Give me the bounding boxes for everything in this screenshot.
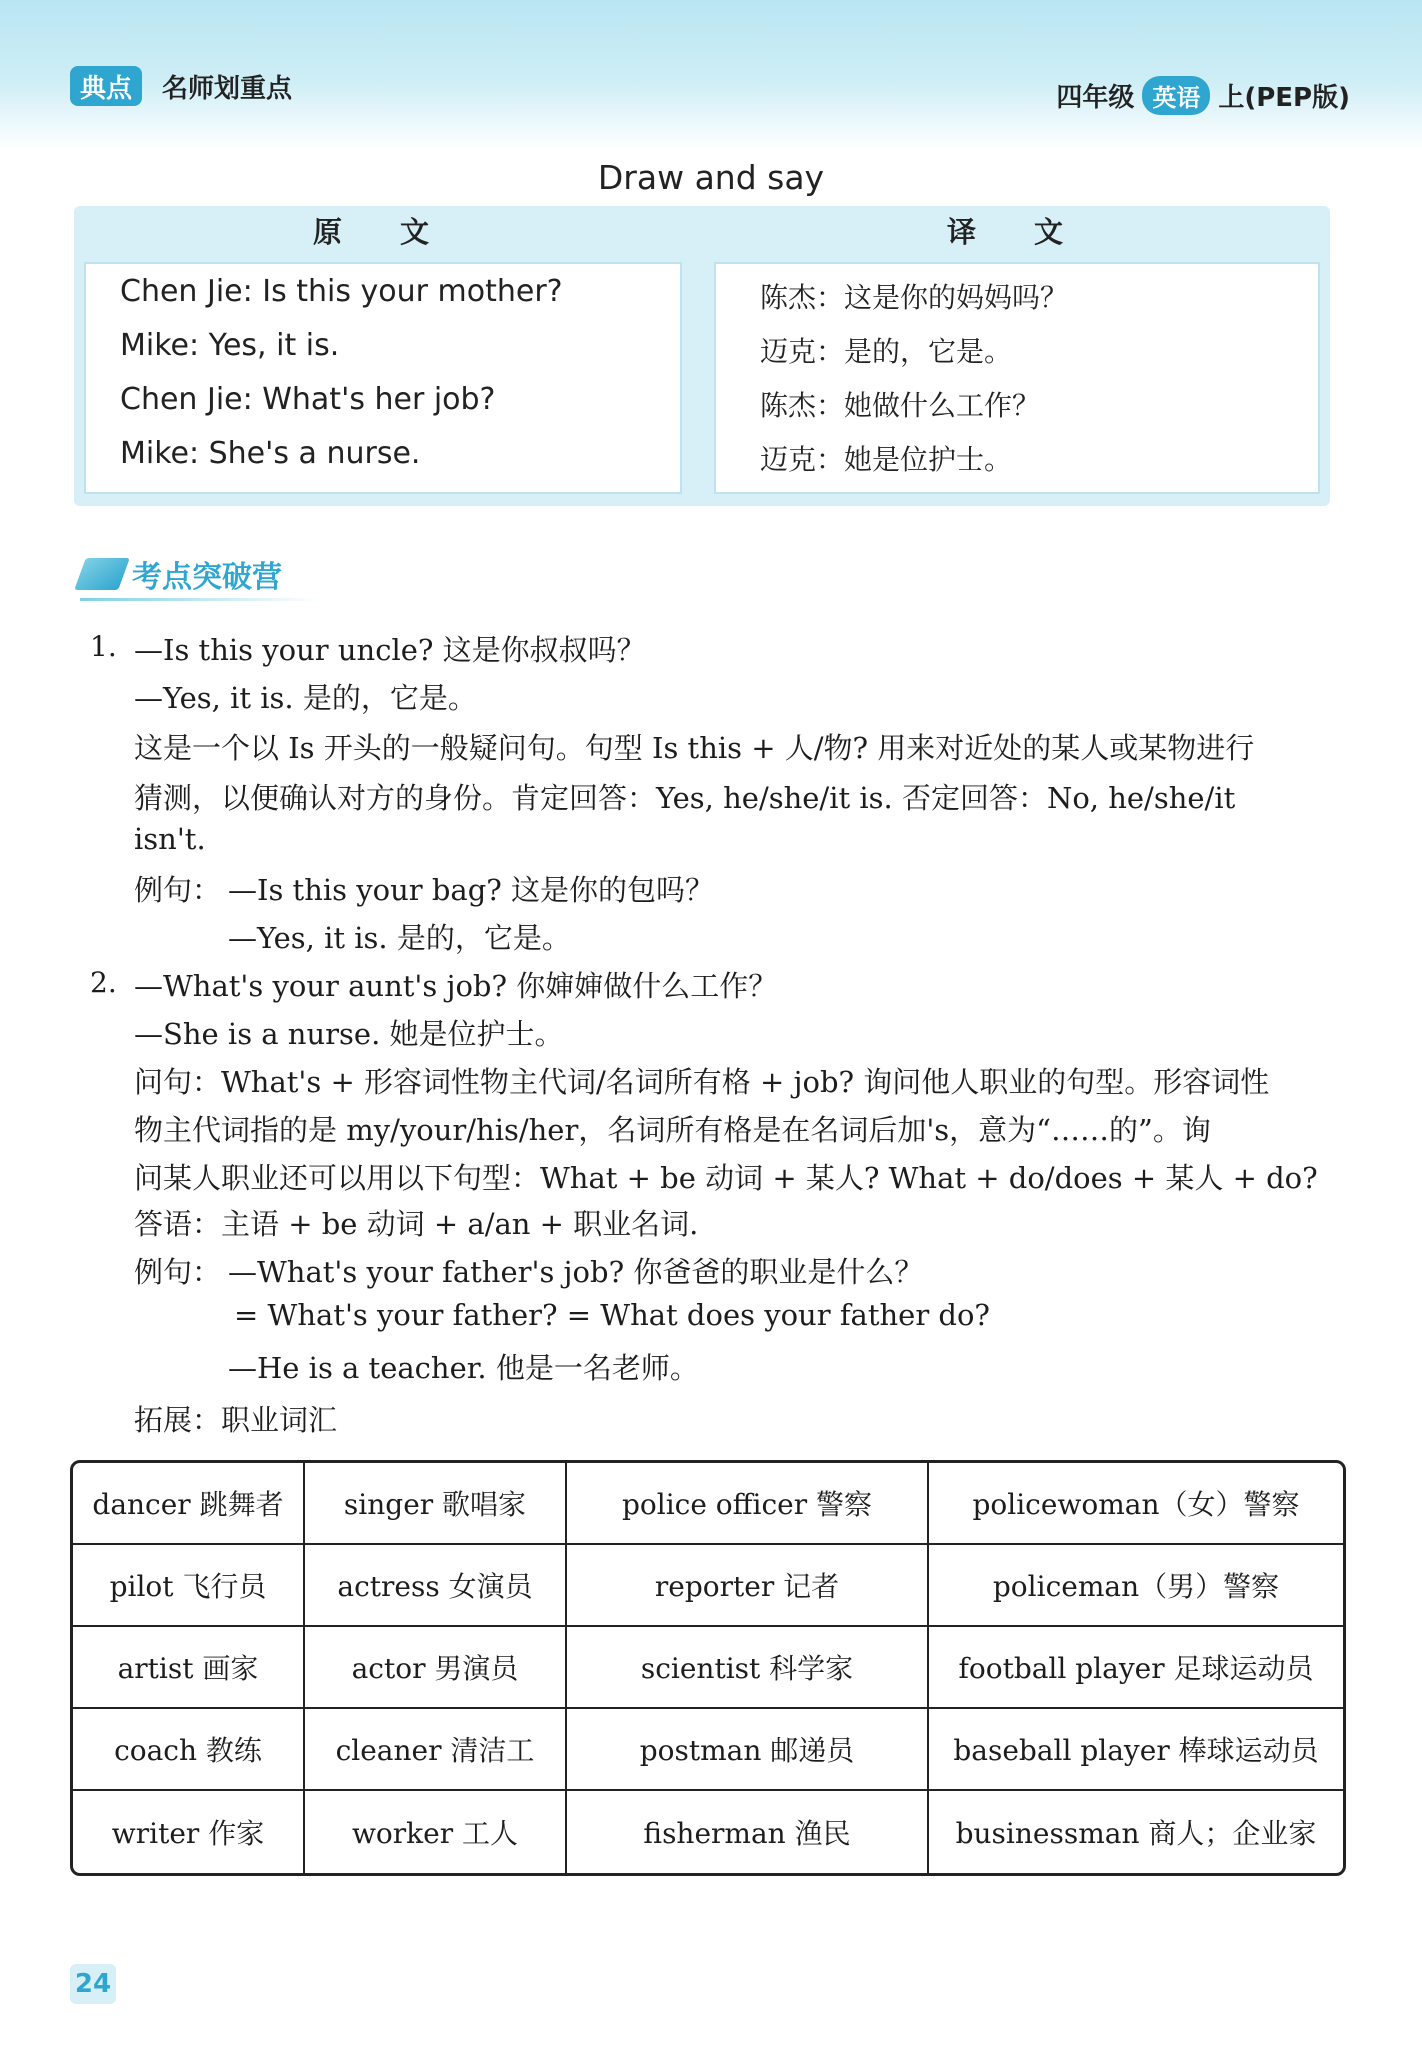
vocab-cell: actress 女演员 <box>305 1545 567 1627</box>
translation-body <box>714 262 1320 494</box>
example-label: 例句： <box>134 1255 222 1289</box>
item2-answer: —She is a nurse. 她是位护士。 <box>134 1017 564 1051</box>
vocab-cell: singer 歌唱家 <box>305 1463 567 1545</box>
dialogue-line: Chen Jie: What's her job? <box>120 382 496 417</box>
item2-explanation: 问句：What's + 形容词性物主代词/名词所有格 + job? 询问他人职业的句型。形容词性 <box>134 1065 1270 1099</box>
grade-info <box>1056 76 1350 115</box>
publisher-logo: 典点 <box>70 66 142 106</box>
exam-points-heading <box>80 552 282 596</box>
item2-explanation: 问某人职业还可以用以下句型：What + be 动词 + 某人? What + do/does + 某人 + do? <box>134 1161 1318 1195</box>
extension-label: 拓展：职业词汇 <box>134 1403 338 1437</box>
vocab-cell: actor 男演员 <box>305 1627 567 1709</box>
example-question: —Is this your bag? 这是你的包吗？ <box>228 873 715 907</box>
dialogue-table <box>74 206 1330 506</box>
item2-answer-pattern: 答语：主语 + be 动词 + a/an + 职业名词. <box>134 1207 699 1241</box>
vocab-cell: postman 邮递员 <box>567 1709 929 1791</box>
item1-explanation: isn't. <box>134 822 206 856</box>
example-answer: —He is a teacher. 他是一名老师。 <box>228 1351 699 1385</box>
vocab-cell: policewoman（女）警察 <box>929 1463 1343 1545</box>
dialogue-line: Mike: She's a nurse. <box>120 436 421 471</box>
item1-question: —Is this your uncle? 这是你叔叔吗？ <box>134 633 646 667</box>
vocab-cell: scientist 科学家 <box>567 1627 929 1709</box>
example-answer: —Yes, it is. 是的，它是。 <box>228 921 571 955</box>
translation-column <box>704 206 1330 506</box>
item1-answer: —Yes, it is. 是的，它是。 <box>134 681 477 715</box>
translation-line: 陈杰：她做什么工作？ <box>760 389 1041 422</box>
vocab-cell: writer 作家 <box>73 1791 305 1873</box>
vocab-cell: police officer 警察 <box>567 1463 929 1545</box>
original-column <box>74 206 692 506</box>
item2-question: —What's your aunt's job? 你婶婶做什么工作？ <box>134 969 778 1003</box>
vocab-cell: coach 教练 <box>73 1709 305 1791</box>
volume-label: 上(PEP版) <box>1218 83 1350 113</box>
item1-explanation: 猜测，以便确认对方的身份。肯定回答：Yes, he/she/it is. 否定回答：No, he/she/it <box>134 781 1236 815</box>
item-number: 1. <box>90 630 117 663</box>
grade-label: 四年级 <box>1056 83 1135 113</box>
translation-header: 译 文 <box>946 215 1088 249</box>
vocab-cell: baseball player 棒球运动员 <box>929 1709 1343 1791</box>
vocab-cell: pilot 飞行员 <box>73 1545 305 1627</box>
item2-explanation: 物主代词指的是 my/your/his/her，名词所有格是在名词后加's，意为“……的”。询 <box>134 1113 1211 1147</box>
dialogue-line: Chen Jie: Is this your mother? <box>120 274 563 309</box>
vocab-cell: cleaner 清洁工 <box>305 1709 567 1791</box>
example-alternative: = What's your father? = What does your father do? <box>234 1298 990 1332</box>
translation-line: 迈克：是的，它是。 <box>760 335 1013 368</box>
vocab-cell: policeman（男）警察 <box>929 1545 1343 1627</box>
exam-points-title: 考点突破营 <box>132 560 282 595</box>
item1-explanation: 这是一个以 Is 开头的一般疑问句。句型 Is this + 人/物? 用来对近处的某人或某物进行 <box>134 731 1255 765</box>
vocab-cell: artist 画家 <box>73 1627 305 1709</box>
translation-line: 迈克：她是位护士。 <box>760 443 1013 476</box>
example-question: —What's your father's job? 你爸爸的职业是什么？ <box>228 1255 924 1289</box>
heading-underline <box>80 598 320 601</box>
item-number: 2. <box>90 966 117 999</box>
vocab-cell: fisherman 渔民 <box>567 1791 929 1873</box>
subject-badge: 英语 <box>1142 76 1210 115</box>
series-title: 名师划重点 <box>162 74 293 104</box>
vocab-cell: football player 足球运动员 <box>929 1627 1343 1709</box>
example-label: 例句： <box>134 873 222 907</box>
pencil-icon <box>74 558 130 590</box>
translation-line: 陈杰：这是你的妈妈吗？ <box>760 281 1069 314</box>
vocab-cell: worker 工人 <box>305 1791 567 1873</box>
original-header: 原 文 <box>312 215 454 249</box>
vocab-cell: reporter 记者 <box>567 1545 929 1627</box>
original-body <box>84 262 682 494</box>
dialogue-line: Mike: Yes, it is. <box>120 328 340 363</box>
vocab-cell: dancer 跳舞者 <box>73 1463 305 1545</box>
occupation-vocab-table <box>70 1460 1346 1876</box>
vocab-cell: businessman 商人；企业家 <box>955 1817 1317 1850</box>
section-title: Draw and say <box>597 158 825 197</box>
page-number: 24 <box>70 1964 116 2004</box>
